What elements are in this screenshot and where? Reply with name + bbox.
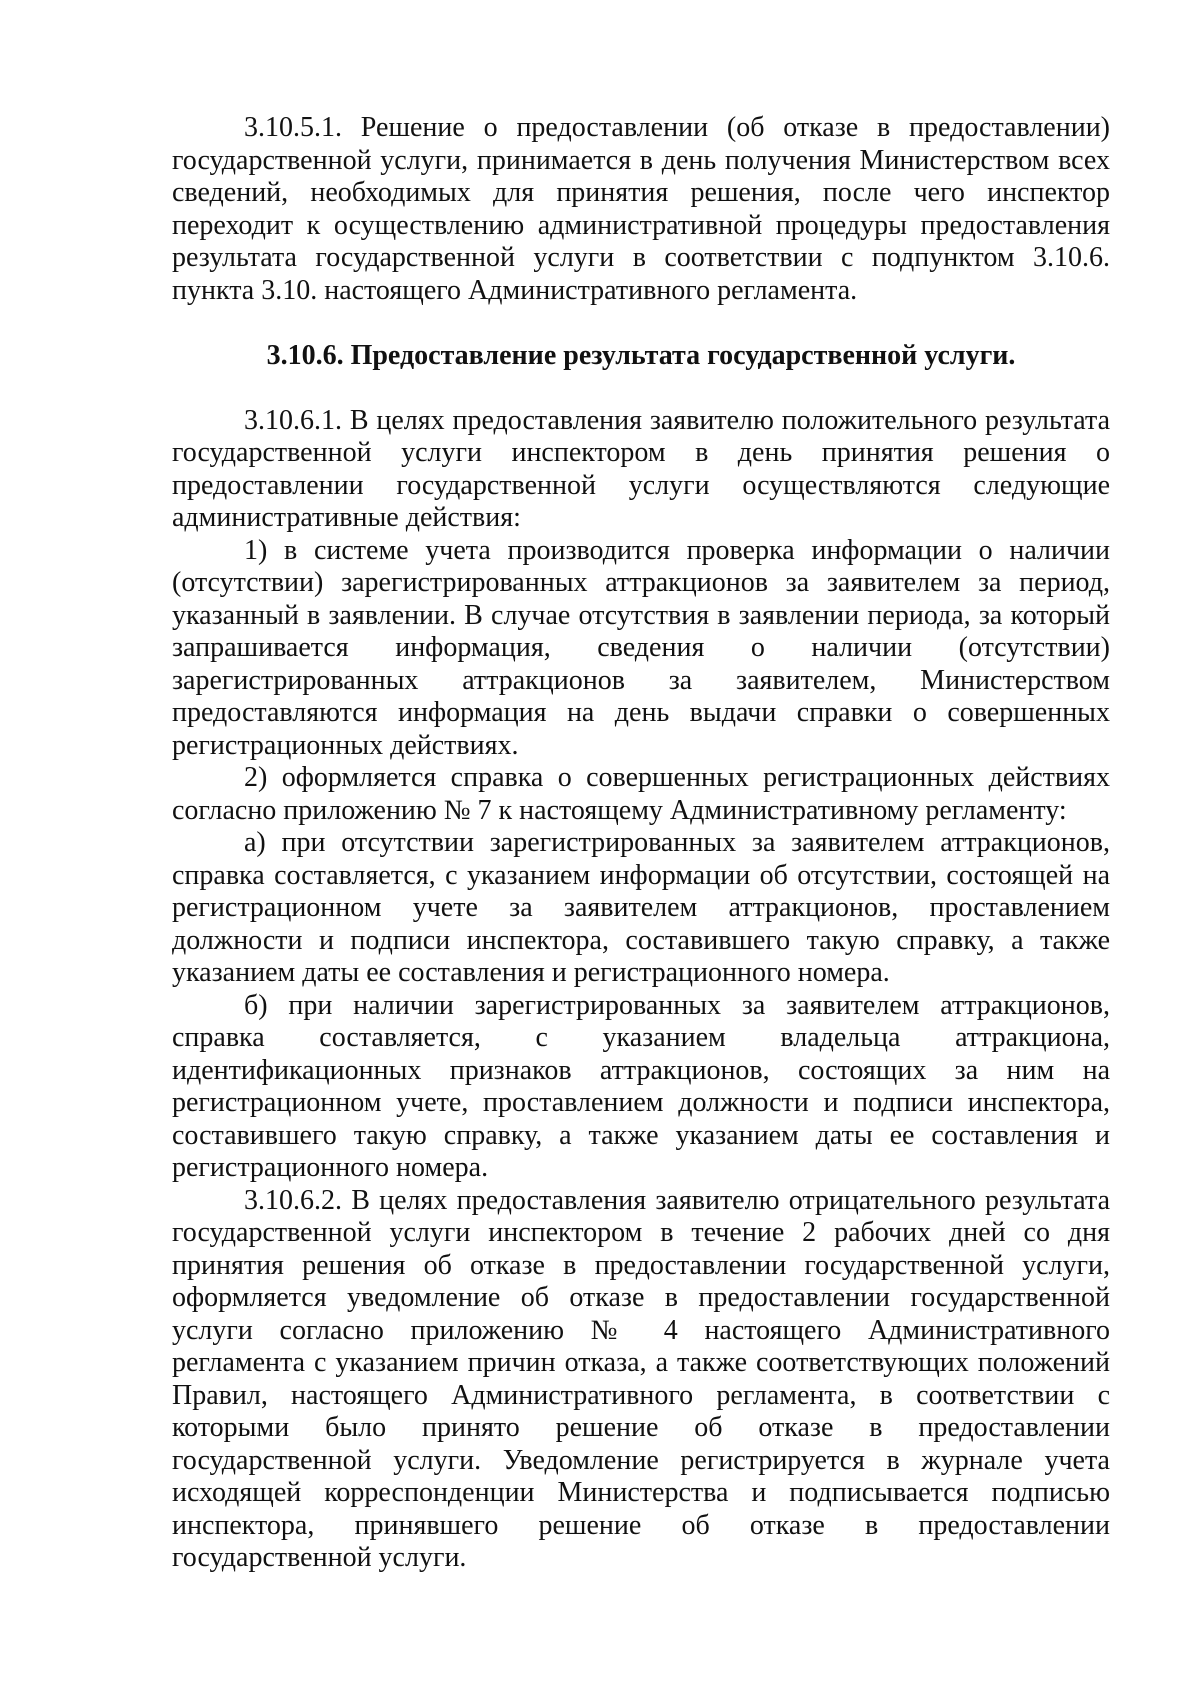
document-page [172,112,1110,1575]
list-item-a: а) при отсутствии зарегистрированных за заявителем аттракционов, справка составляется, с указанием информации об отсутствии, состоящей на регистрационном учете за заявителем аттракционов, проставлением должности и подписи инспектора, составившего такую справку, а также указанием даты ее составления и регистрационного номера. [172,827,1110,988]
paragraph-3-10-5-1: 3.10.5.1. Решение о предоставлении (об отказе в предоставлении) государственной услуги, принимается в день получения Министерством всех сведений, необходимых для принятия решения, после чего инспектор переходит к осуществлению административной процедуры предоставления результата государственной услуги в соответствии с подпунктом 3.10.6. пункта 3.10. настоящего Административного регламента. [172,112,1110,306]
list-item-1: 1) в системе учета производится проверка информации о наличии (отсутствии) зарегистрированных аттракционов за заявителем за период, указанный в заявлении. В случае отсутствия в заявлении периода, за который запрашивается информация, сведения о наличии (отсутствии) зарегистрированных аттракционов за заявителем, Министерством предоставляются информация на день выдачи справки о совершенных регистрационных действиях. [172,534,1110,761]
paragraph-3-10-6-2: 3.10.6.2. В целях предоставления заявителю отрицательного результата государственной услуги инспектором в течение 2 рабочих дней со дня принятия решения об отказе в предоставлении государственной услуги, оформляется уведомление об отказе в предоставлении государственной услуги согласно приложению № 4 настоящего Административного регламента с указанием причин отказа, а также соответствующих положений Правил, настоящего Административного регламента, в соответствии с которыми было принято решение об отказе в предоставлении государственной услуги. Уведомление регистрируется в журнале учета исходящей корреспонденции Министерства и подписывается подписью инспектора, принявшего решение об отказе в предоставлении государственной услуги. [172,1184,1110,1573]
section-heading-3-10-6: 3.10.6. Предоставление результата государственной услуги. [266,340,1016,371]
list-item-b: б) при наличии зарегистрированных за заявителем аттракционов, справка составляется, с указанием владельца аттракциона, идентификационных признаков аттракционов, состоящих за ним на регистрационном учете, проставлением должности и подписи инспектора, составившего такую справку, а также указанием даты ее составления и регистрационного номера. [172,989,1110,1183]
list-item-2: 2) оформляется справка о совершенных регистрационных действиях согласно приложению № 7 к настоящему Административному регламенту: [172,762,1110,826]
paragraph-3-10-6-1: 3.10.6.1. В целях предоставления заявителю положительного результата государственной услуги инспектором в день принятия решения о предоставлении государственной услуги осуществляются следующие административные действия: [172,404,1110,533]
